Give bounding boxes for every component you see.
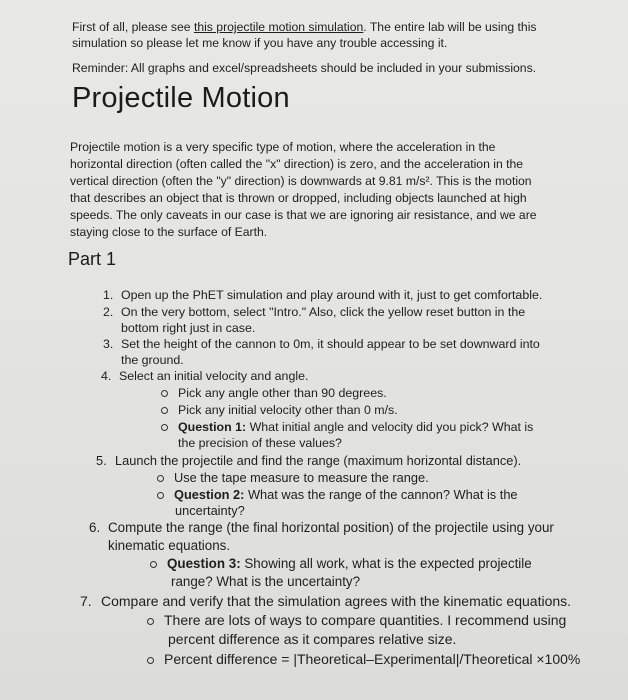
step-6-line-1: Compute the range (the final horizontal position) of the projectile using your [108, 520, 554, 535]
step-5-text: Launch the projectile and find the range (maximum horizontal distance). [115, 453, 522, 468]
list-item [157, 487, 518, 502]
step-3-line-1: Set the height of the cannon to 0m, it should appear to be set downward into [121, 337, 540, 351]
bullet-text: Showing all work, what is the expected projectile [240, 556, 532, 571]
list-number: 2. [103, 305, 114, 319]
bullet-icon [157, 475, 164, 482]
list-number: 4. [101, 369, 112, 383]
list-item [147, 651, 580, 667]
intro-text: First of all, please see [72, 20, 194, 34]
step-1-text: Open up the PhET simulation and play around with it, just to get comfortable. [121, 288, 543, 302]
step-6-line-2: kinematic equations. [108, 538, 231, 553]
list-number: 7. [80, 593, 92, 609]
bullet-icon [150, 561, 157, 568]
bullet-text: What initial angle and velocity did you pick? What is [246, 420, 534, 434]
part-heading: Part 1 [68, 249, 117, 269]
bullet-text: What was the range of the cannon? What is the [244, 487, 518, 502]
bullet-icon [161, 390, 168, 397]
reminder-text: Reminder: All graphs and excel/spreadsheets should be included in your submissions. [72, 61, 537, 75]
step-7-text: Compare and verify that the simulation agrees with the kinematic equations. [101, 593, 572, 609]
bullet-icon [147, 657, 154, 664]
intro-text-suffix: . The entire lab will be using this [363, 20, 537, 34]
list-item [150, 556, 532, 571]
percent-difference-formula: Percent difference = |Theoretical–Experimental|/Theoretical ×100% [164, 651, 581, 667]
question-label: Question 1: [178, 420, 247, 434]
list-number: 5. [96, 453, 107, 468]
intro-line-2: simulation so please let me know if you have any trouble accessing it. [72, 36, 448, 50]
list-number: 1. [103, 288, 114, 302]
list-number: 3. [103, 337, 114, 351]
bullet-icon [157, 492, 164, 499]
list-number: 6. [89, 520, 101, 535]
paragraph-line: staying close to the surface of Earth. [70, 225, 268, 239]
paragraph-line: that describes an object that is thrown or dropped, including objects launched at high [70, 191, 527, 205]
bullet-text: Use the tape measure to measure the range. [174, 470, 429, 485]
question-label: Question 3: [167, 556, 241, 571]
intro-paragraph [70, 139, 537, 241]
bullet-icon [147, 618, 154, 625]
bullet-text: Pick any initial velocity other than 0 m/s. [178, 403, 398, 417]
paragraph-line: Projectile motion is a very specific type of motion, where the acceleration in the [70, 140, 496, 154]
list-item [161, 403, 398, 417]
paragraph-line: speeds. The only caveats in our case is that we are ignoring air resistance, and we are [70, 208, 537, 222]
question-label: Question 2: [174, 487, 245, 502]
step-4-text: Select an initial velocity and angle. [119, 369, 309, 383]
list-item [161, 386, 387, 400]
bullet-text: There are lots of ways to compare quantities. I recommend using [164, 612, 567, 628]
step-3-line-2: the ground. [121, 353, 184, 367]
paragraph-line: horizontal direction (often called the "x" direction) is zero, and the acceleration in the [70, 157, 524, 171]
page-title: Projectile Motion [72, 82, 290, 114]
list-item [103, 288, 113, 302]
bullet-continuation: the precision of these values? [178, 436, 342, 450]
list-item [161, 420, 533, 434]
intro-line-1 [72, 19, 537, 36]
paragraph-line: vertical direction (often the "y" direction) is downwards at 9.81 m/s². This is the motion [70, 174, 532, 188]
step-2-line-2: bottom right just in case. [121, 321, 256, 335]
step-2-line-1: On the very bottom, select "Intro." Also, click the yellow reset button in the [121, 305, 526, 319]
bullet-icon [161, 407, 168, 414]
bullet-continuation: uncertainty? [175, 503, 245, 518]
list-item [147, 612, 566, 628]
bullet-text: Pick any angle other than 90 degrees. [178, 386, 387, 400]
bullet-icon [161, 424, 168, 431]
simulation-link[interactable]: this projectile motion simulation [193, 20, 364, 34]
list-item [157, 470, 429, 485]
bullet-continuation: percent difference as it compares relative size. [168, 631, 457, 647]
bullet-continuation: range? What is the uncertainty? [171, 574, 361, 589]
